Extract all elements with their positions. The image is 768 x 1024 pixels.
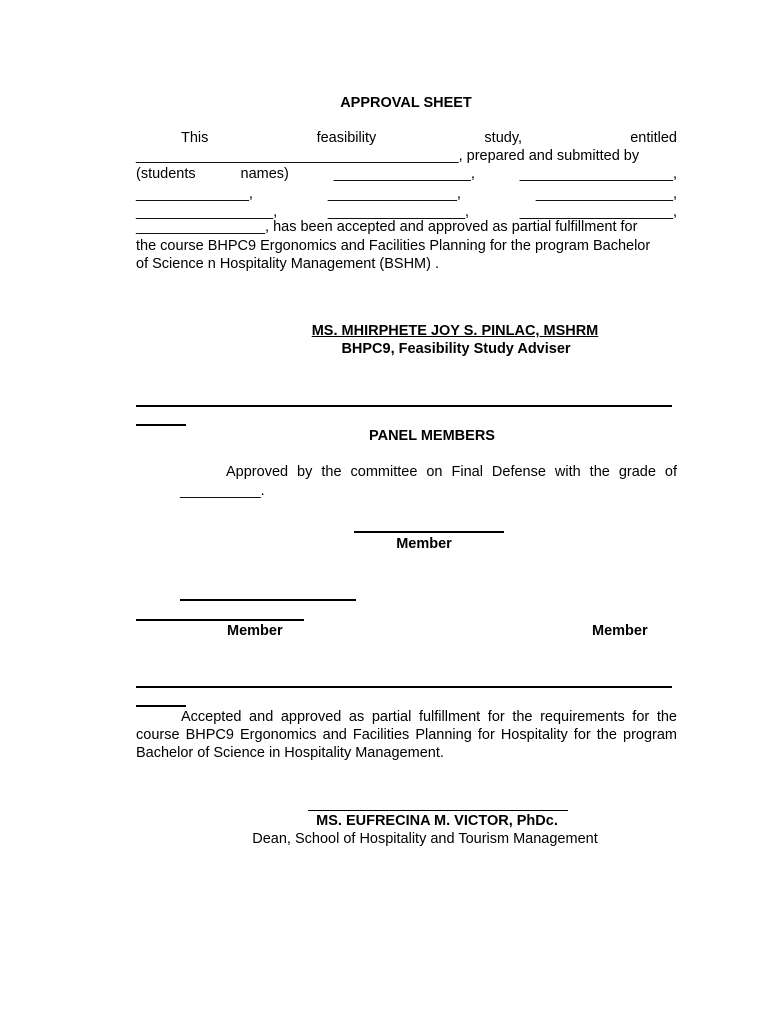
intro-text: ________________, has been accepted and approved as partial fulfillment for bbox=[136, 219, 638, 235]
member-signature-line bbox=[180, 599, 356, 601]
adviser-name: MS. MHIRPHETE JOY S. PINLAC, MSHRM bbox=[311, 323, 599, 339]
member-label-right: Member bbox=[592, 623, 648, 639]
member-signature-line bbox=[354, 531, 504, 533]
student-name-blank: _________________, bbox=[333, 166, 475, 182]
separator-line bbox=[136, 686, 672, 688]
student-name-blank: _________________, bbox=[327, 204, 469, 220]
intro-line-1 bbox=[136, 129, 677, 147]
student-name-blank: ______________, bbox=[136, 186, 253, 202]
separator-line bbox=[136, 405, 672, 407]
dean-role: Dean, School of Hospitality and Tourism Management bbox=[252, 831, 598, 847]
intro-word: names) bbox=[240, 166, 289, 182]
member-label-left: Member bbox=[227, 623, 283, 639]
panel-heading: PANEL MEMBERS bbox=[369, 428, 495, 444]
student-name-blank: ___________________, bbox=[519, 166, 677, 182]
dean-name: MS. EUFRECINA M. VICTOR, PhDc. bbox=[316, 813, 558, 829]
separator-line-tail bbox=[136, 424, 186, 426]
intro-line-3 bbox=[136, 165, 677, 183]
intro-line-6 bbox=[136, 218, 677, 236]
member-signature-line bbox=[136, 619, 304, 621]
intro-word: entitled bbox=[630, 130, 677, 146]
intro-text: ________________________________________, prepared and submitted by bbox=[136, 148, 640, 164]
member-label-center: Member bbox=[396, 536, 452, 552]
separator-line-tail bbox=[136, 705, 186, 707]
intro-word: study, bbox=[484, 130, 523, 146]
intro-line-8: of Science n Hospitality Management (BSHM) . bbox=[136, 256, 440, 272]
student-name-blank: ___________________, bbox=[519, 204, 677, 220]
acceptance-line-2: course BHPC9 Ergonomics and Facilities Planning for Hospitality for the program bbox=[136, 727, 677, 743]
intro-word: (students bbox=[136, 166, 196, 182]
intro-line-7: the course BHPC9 Ergonomics and Facilities Planning for the program Bachelor bbox=[136, 238, 651, 254]
dean-signature-line bbox=[308, 810, 568, 811]
student-name-blank: _________________, bbox=[136, 204, 278, 220]
intro-word: feasibility bbox=[316, 130, 377, 146]
adviser-role: BHPC9, Feasibility Study Adviser bbox=[341, 341, 571, 357]
page-title: APPROVAL SHEET bbox=[340, 95, 472, 111]
panel-approved-text: Approved by the committee on Final Defense with the grade of bbox=[226, 464, 677, 480]
intro-word: This bbox=[181, 130, 209, 146]
intro-line-4 bbox=[136, 185, 677, 203]
acceptance-line-3: Bachelor of Science in Hospitality Management. bbox=[136, 745, 444, 761]
grade-blank: __________. bbox=[180, 483, 265, 499]
acceptance-line-1: Accepted and approved as partial fulfillment for the requirements for the bbox=[181, 709, 677, 725]
student-name-blank: ________________, bbox=[327, 186, 461, 202]
student-name-blank: _________________, bbox=[535, 186, 677, 202]
intro-line-2 bbox=[136, 147, 677, 165]
